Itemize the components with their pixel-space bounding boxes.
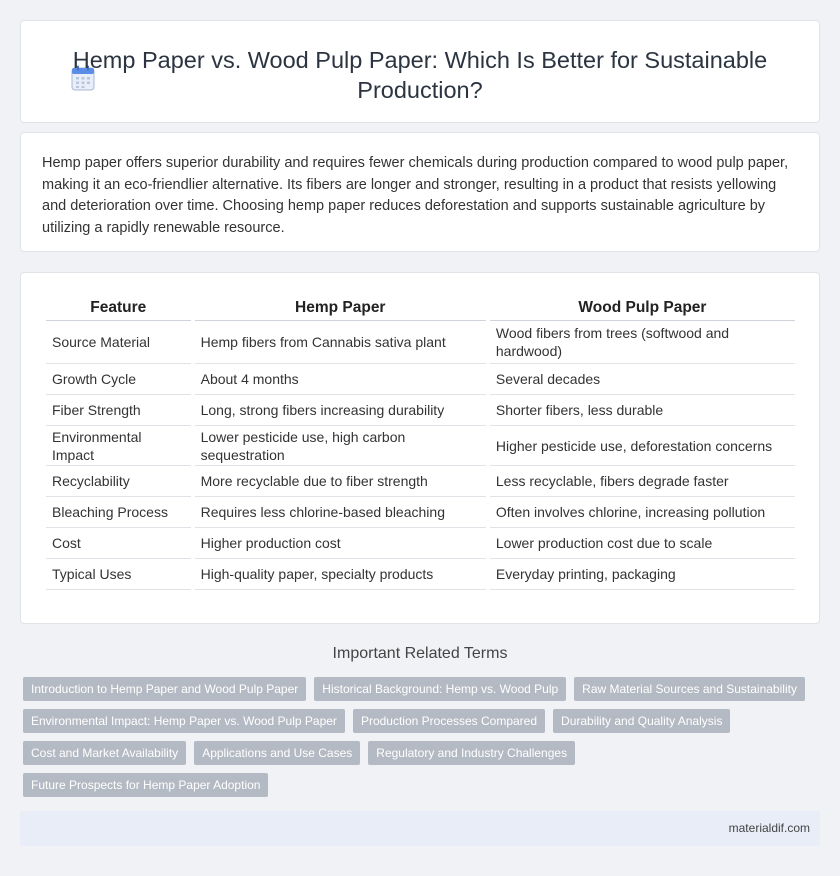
column-header: Feature xyxy=(46,293,191,321)
table-cell: Bleaching Process xyxy=(46,497,191,528)
related-term-tag[interactable]: Introduction to Hemp Paper and Wood Pulp Paper xyxy=(23,677,306,701)
table-cell: Lower pesticide use, high carbon sequestration xyxy=(195,426,486,466)
related-term-tag[interactable]: Production Processes Compared xyxy=(353,709,545,733)
table-cell: About 4 months xyxy=(195,364,486,395)
related-terms-list xyxy=(23,677,823,805)
table-cell: High-quality paper, specialty products xyxy=(195,559,486,590)
column-header: Wood Pulp Paper xyxy=(490,293,795,321)
related-term-tag[interactable]: Regulatory and Industry Challenges xyxy=(368,741,575,765)
related-term-tag[interactable]: Raw Material Sources and Sustainability xyxy=(574,677,805,701)
intro-card xyxy=(20,132,820,252)
related-term-tag[interactable]: Cost and Market Availability xyxy=(23,741,186,765)
page-title: Hemp Paper vs. Wood Pulp Paper: Which Is Better for Sustainable Production? xyxy=(72,47,768,103)
comparison-table-card xyxy=(20,272,820,624)
table-cell: More recyclable due to fiber strength xyxy=(195,466,486,497)
table-cell: Fiber Strength xyxy=(46,395,191,426)
related-terms-heading: Important Related Terms xyxy=(332,645,508,662)
comparison-table xyxy=(42,293,799,590)
table-cell: Lower production cost due to scale xyxy=(490,528,795,559)
table-row xyxy=(46,528,795,559)
table-cell: Growth Cycle xyxy=(46,364,191,395)
table-cell: Less recyclable, fibers degrade faster xyxy=(490,466,795,497)
table-cell: Everyday printing, packaging xyxy=(490,559,795,590)
intro-paragraph: Hemp paper offers superior durability and requires fewer chemicals during production compared to wood pulp paper, making it an eco-friendlier alternative. Its fibers are longer and stronger, resulting in a product that resists yellowing and deterioration over time. Choosing hemp paper reduces deforestation and supports sustainable agriculture by utilizing a rapidly renewable resource. xyxy=(42,155,789,236)
table-row xyxy=(46,559,795,590)
table-row xyxy=(46,395,795,426)
table-cell: Hemp fibers from Cannabis sativa plant xyxy=(195,321,486,364)
related-term-tag[interactable]: Environmental Impact: Hemp Paper vs. Wood Pulp Paper xyxy=(23,709,345,733)
table-cell: Shorter fibers, less durable xyxy=(490,395,795,426)
table-cell: Higher production cost xyxy=(195,528,486,559)
column-header: Hemp Paper xyxy=(195,293,486,321)
table-cell: Requires less chlorine-based bleaching xyxy=(195,497,486,528)
table-cell: Typical Uses xyxy=(46,559,191,590)
table-row xyxy=(46,321,795,364)
related-term-tag[interactable]: Future Prospects for Hemp Paper Adoption xyxy=(23,773,268,797)
footer-site-link[interactable]: materialdif.com xyxy=(728,821,810,835)
table-cell: Higher pesticide use, deforestation concerns xyxy=(490,426,795,466)
table-cell: Environmental Impact xyxy=(46,426,191,466)
table-cell: Recyclability xyxy=(46,466,191,497)
table-cell: Several decades xyxy=(490,364,795,395)
table-cell: Cost xyxy=(46,528,191,559)
table-row xyxy=(46,497,795,528)
footer xyxy=(20,811,820,846)
table-row xyxy=(46,426,795,466)
table-cell: Often involves chlorine, increasing pollution xyxy=(490,497,795,528)
table-cell: Long, strong fibers increasing durability xyxy=(195,395,486,426)
table-row xyxy=(46,466,795,497)
related-term-tag[interactable]: Durability and Quality Analysis xyxy=(553,709,730,733)
related-term-tag[interactable]: Historical Background: Hemp vs. Wood Pulp xyxy=(314,677,566,701)
table-row xyxy=(46,364,795,395)
title-card xyxy=(20,20,820,123)
table-cell: Wood fibers from trees (softwood and hardwood) xyxy=(490,321,795,364)
table-cell: Source Material xyxy=(46,321,191,364)
table-header-row xyxy=(46,293,795,321)
related-term-tag[interactable]: Applications and Use Cases xyxy=(194,741,360,765)
